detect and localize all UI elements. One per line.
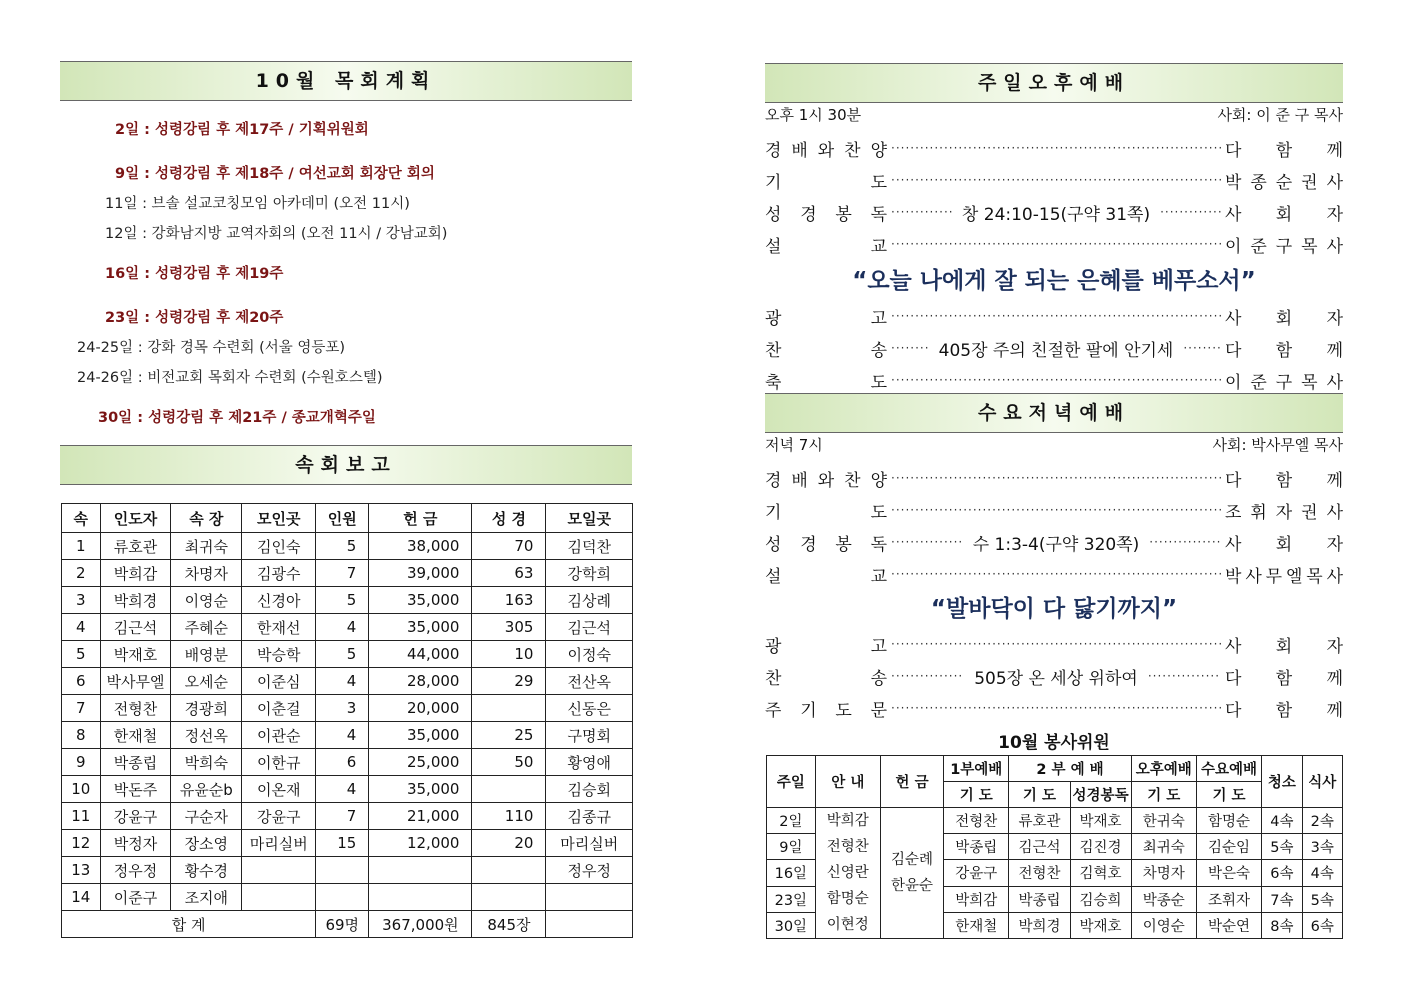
report-header-cell: 속 [62, 504, 101, 533]
vol-h-guide: 안 내 [815, 756, 880, 808]
vol-cell: 6속 [1262, 860, 1302, 886]
service-line [765, 334, 1343, 362]
wednesday-service [765, 434, 1343, 724]
report-cell [472, 884, 546, 911]
plan-item: 24-26일 : 비전교회 목회자 수련회 (수원호스텔) [77, 370, 383, 386]
vol-cell: 최귀숙 [1131, 834, 1196, 860]
report-cell: 박종립 [100, 749, 171, 776]
report-cell: 8 [62, 722, 101, 749]
report-cell: 35,000 [369, 776, 472, 803]
service-line [765, 198, 1343, 226]
service-label: 광 고 [765, 636, 887, 657]
vol-row [767, 808, 1343, 834]
vol-cell: 전형찬 [1009, 860, 1070, 886]
report-cell: 15 [316, 830, 369, 857]
service-line [765, 166, 1343, 194]
service-mid: 405장 주의 친절한 팔에 안기세 [938, 340, 1174, 361]
report-cell: 이정숙 [546, 641, 633, 668]
report-cell: 정우정 [546, 857, 633, 884]
report-cell: 박재호 [100, 641, 171, 668]
report-cell [316, 857, 369, 884]
report-cell: 강윤구 [242, 803, 316, 830]
report-cell: 9 [62, 749, 101, 776]
vol-cell: 류호관 [1009, 808, 1070, 834]
service-line [765, 528, 1343, 556]
report-cell: 305 [472, 614, 546, 641]
report-cell: 이춘걸 [242, 695, 316, 722]
vol-cell: 박재호 [1070, 808, 1131, 834]
plan-item: 24-25일 : 강화 경목 수련회 (서울 영등포) [77, 340, 346, 356]
vol-cell: 박은숙 [1196, 860, 1261, 886]
report-cell: 13 [62, 857, 101, 884]
report-cell [472, 857, 546, 884]
service-line [765, 302, 1343, 330]
report-cell: 39,000 [369, 560, 472, 587]
vol-offering [880, 808, 943, 939]
report-cell [369, 884, 472, 911]
service-value: 이 준 구 목 사 [1225, 372, 1343, 393]
service-label: 설 교 [765, 236, 887, 257]
service-dots [1148, 669, 1221, 683]
vol-sub-header: 성경봉독 [1070, 782, 1131, 808]
report-cell: 4 [62, 614, 101, 641]
report-header-cell: 모일곳 [546, 504, 633, 533]
vol-h-offering: 헌 금 [880, 756, 943, 808]
report-header-cell: 모인곳 [242, 504, 316, 533]
plan-item: 16일 : 성령강림 후 제19주 [105, 266, 284, 282]
report-header-cell: 헌 금 [369, 504, 472, 533]
report-cell: 신경아 [242, 587, 316, 614]
report-cell [546, 884, 633, 911]
service-dots [891, 669, 964, 683]
report-cell: 25,000 [369, 749, 472, 776]
service-label: 기 도 [765, 172, 887, 193]
report-cell: 류호관 [100, 533, 171, 560]
vol-h-week: 주일 [767, 756, 816, 808]
vol-cell: 박종립 [944, 834, 1009, 860]
report-cell: 35,000 [369, 614, 472, 641]
report-cell: 경광희 [171, 695, 242, 722]
vol-sub-header: 기 도 [1196, 782, 1261, 808]
report-row [62, 830, 633, 857]
report-cell: 25 [472, 722, 546, 749]
report-row [62, 668, 633, 695]
report-cell: 박정자 [100, 830, 171, 857]
service-line [765, 134, 1343, 162]
report-cell: 조지애 [171, 884, 242, 911]
service-value: 이 준 구 목 사 [1225, 236, 1343, 257]
service-time-row [765, 434, 1343, 455]
plan-item: 23일 : 성령강림 후 제20주 [105, 310, 284, 326]
report-cell: 12,000 [369, 830, 472, 857]
report-cell: 박희숙 [171, 749, 242, 776]
report-cell [242, 857, 316, 884]
vol-h-wed: 수요예배 [1196, 756, 1261, 782]
report-cell: 21,000 [369, 803, 472, 830]
vol-cell: 박희경 [1009, 912, 1070, 938]
service-label: 찬 송 [765, 668, 887, 689]
report-cell: 박돈주 [100, 776, 171, 803]
report-cell: 강윤구 [100, 803, 171, 830]
report-cell: 7 [62, 695, 101, 722]
report-cell: 35,000 [369, 722, 472, 749]
afternoon-title: 주일오후예배 [765, 63, 1343, 103]
report-cell: 강학희 [546, 560, 633, 587]
service-label: 경 배 와 찬 양 [765, 470, 887, 491]
plan-item: 2일 : 성령강림 후 제17주 / 기획위원회 [115, 122, 369, 138]
vol-cell: 5속 [1302, 886, 1342, 912]
service-value: 다 함 께 [1225, 470, 1343, 491]
report-cell: 20 [472, 830, 546, 857]
service-dots [891, 141, 1221, 155]
report-row [62, 641, 633, 668]
service-dots [891, 237, 1221, 251]
sermon-title: “발바닥이 다 닳기까지” [930, 596, 1178, 622]
vol-week: 23일 [767, 886, 816, 912]
report-cell [316, 884, 369, 911]
report-total-bible: 845장 [472, 911, 546, 938]
report-cell: 박승학 [242, 641, 316, 668]
report-cell: 이준구 [100, 884, 171, 911]
report-cell: 전산옥 [546, 668, 633, 695]
plan-item: 30일 : 성령강림 후 제21주 / 종교개혁주일 [98, 410, 376, 426]
report-cell: 5 [62, 641, 101, 668]
vol-cell: 한귀숙 [1131, 808, 1196, 834]
vol-h-first: 1부예배 [944, 756, 1009, 782]
volunteers-title: 10월 봉사위원 [998, 733, 1110, 753]
report-cell [242, 884, 316, 911]
report-cell: 김상례 [546, 587, 633, 614]
report-row [62, 857, 633, 884]
service-dots [891, 309, 1221, 323]
service-value: 다 함 께 [1225, 140, 1343, 161]
report-cell: 12 [62, 830, 101, 857]
report-cell: 29 [472, 668, 546, 695]
report-cell: 70 [472, 533, 546, 560]
report-cell: 김덕찬 [546, 533, 633, 560]
report-row [62, 803, 633, 830]
service-time-row [765, 104, 1343, 125]
service-line [765, 230, 1343, 258]
report-cell: 110 [472, 803, 546, 830]
service-time: 저녁 7시 [765, 436, 823, 454]
plan-item: 11일 : 브솔 설교코칭모임 아카데미 (오전 11시) [105, 196, 410, 212]
vol-guides [815, 808, 880, 939]
report-cell: 4 [316, 668, 369, 695]
report-cell: 10 [62, 776, 101, 803]
vol-cell: 2속 [1302, 808, 1342, 834]
report-cell: 구명회 [546, 722, 633, 749]
report-cell: 신동은 [546, 695, 633, 722]
service-value: 다 함 께 [1225, 340, 1343, 361]
report-cell: 20,000 [369, 695, 472, 722]
vol-week: 16일 [767, 860, 816, 886]
report-cell: 3 [316, 695, 369, 722]
vol-cell: 박종립 [1009, 886, 1070, 912]
service-label: 설 교 [765, 566, 887, 587]
report-cell: 7 [316, 560, 369, 587]
report-cell: 7 [316, 803, 369, 830]
report-header-cell: 인도자 [100, 504, 171, 533]
report-cell: 4 [316, 776, 369, 803]
plan-item: 12일 : 강화남지방 교역자회의 (오전 11시 / 강남교회) [105, 226, 448, 242]
vol-cell: 7속 [1262, 886, 1302, 912]
report-cell: 김종규 [546, 803, 633, 830]
service-line [765, 366, 1343, 394]
report-cell: 44,000 [369, 641, 472, 668]
service-dots [891, 637, 1221, 651]
service-dots [891, 205, 952, 219]
service-dots [891, 341, 929, 355]
vol-guide-name: 신영란 [826, 865, 869, 881]
report-cell: 4 [316, 614, 369, 641]
report-row [62, 614, 633, 641]
vol-cell: 8속 [1262, 912, 1302, 938]
service-dots [1149, 535, 1221, 549]
service-value: 조 휘 자 권 사 [1225, 502, 1343, 523]
vol-cell: 김승희 [1070, 886, 1131, 912]
report-cell: 50 [472, 749, 546, 776]
report-total-empty [546, 911, 633, 938]
report-header-cell: 속 장 [171, 504, 242, 533]
report-cell: 마리실버 [546, 830, 633, 857]
report-cell: 5 [316, 587, 369, 614]
vol-week: 2일 [767, 808, 816, 834]
service-label: 성 경 봉 독 [765, 534, 887, 555]
vol-header-row [767, 756, 1343, 782]
service-dots [891, 373, 1221, 387]
report-table [61, 503, 633, 938]
report-row [62, 776, 633, 803]
report-cell: 이영순 [171, 587, 242, 614]
report-cell: 63 [472, 560, 546, 587]
vol-cell: 전형찬 [944, 808, 1009, 834]
service-value: 사 회 자 [1225, 534, 1343, 555]
report-cell: 주혜순 [171, 614, 242, 641]
service-value: 사 회 자 [1225, 636, 1343, 657]
service-dots [891, 173, 1221, 187]
report-row [62, 749, 633, 776]
vol-cell: 김진경 [1070, 834, 1131, 860]
report-cell: 35,000 [369, 587, 472, 614]
vol-h-meal: 식사 [1302, 756, 1342, 808]
vol-cell: 5속 [1262, 834, 1302, 860]
service-dots [1183, 341, 1221, 355]
report-title: 속회보고 [60, 445, 632, 485]
plan-list [60, 110, 632, 440]
service-value: 다 함 께 [1225, 668, 1343, 689]
vol-cell: 강윤구 [944, 860, 1009, 886]
service-dots [891, 503, 1221, 517]
report-total-row [62, 911, 633, 938]
report-cell: 김인숙 [242, 533, 316, 560]
report-cell: 6 [62, 668, 101, 695]
service-line [765, 496, 1343, 524]
sermon-title: “오늘 나에게 잘 되는 은혜를 베푸소서” [852, 268, 1256, 294]
vol-cell: 박종순 [1131, 886, 1196, 912]
service-label: 기 도 [765, 502, 887, 523]
report-cell: 유윤순b [171, 776, 242, 803]
report-cell: 박사무엘 [100, 668, 171, 695]
vol-cell: 4속 [1302, 860, 1342, 886]
report-cell: 황영애 [546, 749, 633, 776]
vol-cell: 함명순 [1196, 808, 1261, 834]
report-cell: 이한규 [242, 749, 316, 776]
report-cell: 전형찬 [100, 695, 171, 722]
service-mid: 창 24:10-15(구약 31쪽) [961, 204, 1151, 225]
report-cell: 배영분 [171, 641, 242, 668]
report-cell: 이관순 [242, 722, 316, 749]
service-line [765, 560, 1343, 588]
service-label: 찬 송 [765, 340, 887, 361]
vol-sub-header: 기 도 [1009, 782, 1070, 808]
service-mid: 505장 온 세상 위하여 [974, 668, 1138, 689]
report-cell: 차명자 [171, 560, 242, 587]
report-total-people: 69명 [316, 911, 369, 938]
report-header-row [62, 504, 633, 533]
report-cell: 김근석 [100, 614, 171, 641]
vol-sub-header: 기 도 [1131, 782, 1196, 808]
vol-week: 9일 [767, 834, 816, 860]
service-value: 사 회 자 [1225, 204, 1343, 225]
volunteers-table [766, 755, 1343, 939]
report-row [62, 587, 633, 614]
vol-offering-name: 김순례 [891, 852, 934, 868]
report-cell: 박희경 [100, 587, 171, 614]
service-line [765, 464, 1343, 492]
vol-cell: 김혁호 [1070, 860, 1131, 886]
service-dots [891, 567, 1221, 581]
service-label: 광 고 [765, 308, 887, 329]
vol-offering-name: 한윤순 [891, 878, 934, 894]
service-line [765, 662, 1343, 690]
report-row [62, 722, 633, 749]
report-cell: 한재선 [242, 614, 316, 641]
report-cell: 박희감 [100, 560, 171, 587]
vol-week: 30일 [767, 912, 816, 938]
report-cell: 이준심 [242, 668, 316, 695]
service-host: 사회: 박사무엘 목사 [1212, 436, 1343, 454]
vol-guide-name: 함명순 [826, 891, 869, 907]
vol-h-afternoon: 오후예배 [1131, 756, 1196, 782]
vol-cell: 박재호 [1070, 912, 1131, 938]
vol-cell: 이영순 [1131, 912, 1196, 938]
vol-cell: 6속 [1302, 912, 1342, 938]
report-cell: 정우정 [100, 857, 171, 884]
report-cell: 이온재 [242, 776, 316, 803]
vol-cell: 박희감 [944, 886, 1009, 912]
report-cell: 10 [472, 641, 546, 668]
report-row [62, 533, 633, 560]
report-header-cell: 인원 [316, 504, 369, 533]
vol-h-second: 2 부 예 배 [1009, 756, 1131, 782]
vol-h-clean: 청소 [1262, 756, 1302, 808]
report-cell: 최귀숙 [171, 533, 242, 560]
afternoon-service [765, 104, 1343, 394]
report-row [62, 695, 633, 722]
report-cell: 2 [62, 560, 101, 587]
report-cell [472, 695, 546, 722]
service-mid: 수 1:3-4(구약 320쪽) [972, 534, 1140, 555]
report-cell: 11 [62, 803, 101, 830]
report-cell: 38,000 [369, 533, 472, 560]
service-dots [891, 471, 1221, 485]
report-cell: 장소영 [171, 830, 242, 857]
vol-cell: 차명자 [1131, 860, 1196, 886]
report-cell: 정선옥 [171, 722, 242, 749]
service-time: 오후 1시 30분 [765, 106, 862, 124]
report-cell: 14 [62, 884, 101, 911]
report-cell: 김근석 [546, 614, 633, 641]
report-cell: 황수경 [171, 857, 242, 884]
service-dots [891, 535, 963, 549]
vol-sub-header: 기 도 [944, 782, 1009, 808]
plan-title: 10월 목회계획 [60, 61, 632, 101]
vol-guide-name: 이현정 [826, 917, 869, 933]
service-dots [891, 701, 1221, 715]
service-value: 박 종 순 권 사 [1225, 172, 1343, 193]
service-label: 주 기 도 문 [765, 700, 887, 721]
report-header-cell: 성 경 [472, 504, 546, 533]
vol-cell: 한재철 [944, 912, 1009, 938]
report-cell: 4 [316, 722, 369, 749]
service-label: 경 배 와 찬 양 [765, 140, 887, 161]
report-cell: 한재철 [100, 722, 171, 749]
report-row [62, 884, 633, 911]
report-cell: 163 [472, 587, 546, 614]
report-cell: 마리실버 [242, 830, 316, 857]
service-label: 성 경 봉 독 [765, 204, 887, 225]
vol-cell: 박순연 [1196, 912, 1261, 938]
vol-cell: 4속 [1262, 808, 1302, 834]
report-cell: 6 [316, 749, 369, 776]
service-host: 사회: 이 준 구 목사 [1217, 106, 1343, 124]
report-cell: 김광수 [242, 560, 316, 587]
service-dots [1160, 205, 1221, 219]
report-cell: 28,000 [369, 668, 472, 695]
service-value: 박 사 무 엘 목 사 [1225, 566, 1343, 587]
vol-guide-name: 박희감 [826, 813, 869, 829]
service-label: 축 도 [765, 372, 887, 393]
vol-cell: 김순임 [1196, 834, 1261, 860]
report-row [62, 560, 633, 587]
report-cell [472, 776, 546, 803]
service-value: 다 함 께 [1225, 700, 1343, 721]
service-line [765, 694, 1343, 722]
report-cell [369, 857, 472, 884]
report-cell: 3 [62, 587, 101, 614]
report-cell: 1 [62, 533, 101, 560]
report-cell: 구순자 [171, 803, 242, 830]
report-cell: 오세순 [171, 668, 242, 695]
vol-guide-name: 전형찬 [826, 839, 869, 855]
report-total-label: 합 계 [62, 911, 316, 938]
report-cell: 5 [316, 641, 369, 668]
report-total-offering: 367,000원 [369, 911, 472, 938]
service-line [765, 630, 1343, 658]
vol-cell: 3속 [1302, 834, 1342, 860]
report-cell: 김승회 [546, 776, 633, 803]
plan-item: 9일 : 성령강림 후 제18주 / 여선교회 회장단 회의 [115, 166, 435, 182]
service-value: 사 회 자 [1225, 308, 1343, 329]
vol-cell: 김근석 [1009, 834, 1070, 860]
vol-cell: 조휘자 [1196, 886, 1261, 912]
report-cell: 5 [316, 533, 369, 560]
wednesday-title: 수요저녁예배 [765, 393, 1343, 433]
